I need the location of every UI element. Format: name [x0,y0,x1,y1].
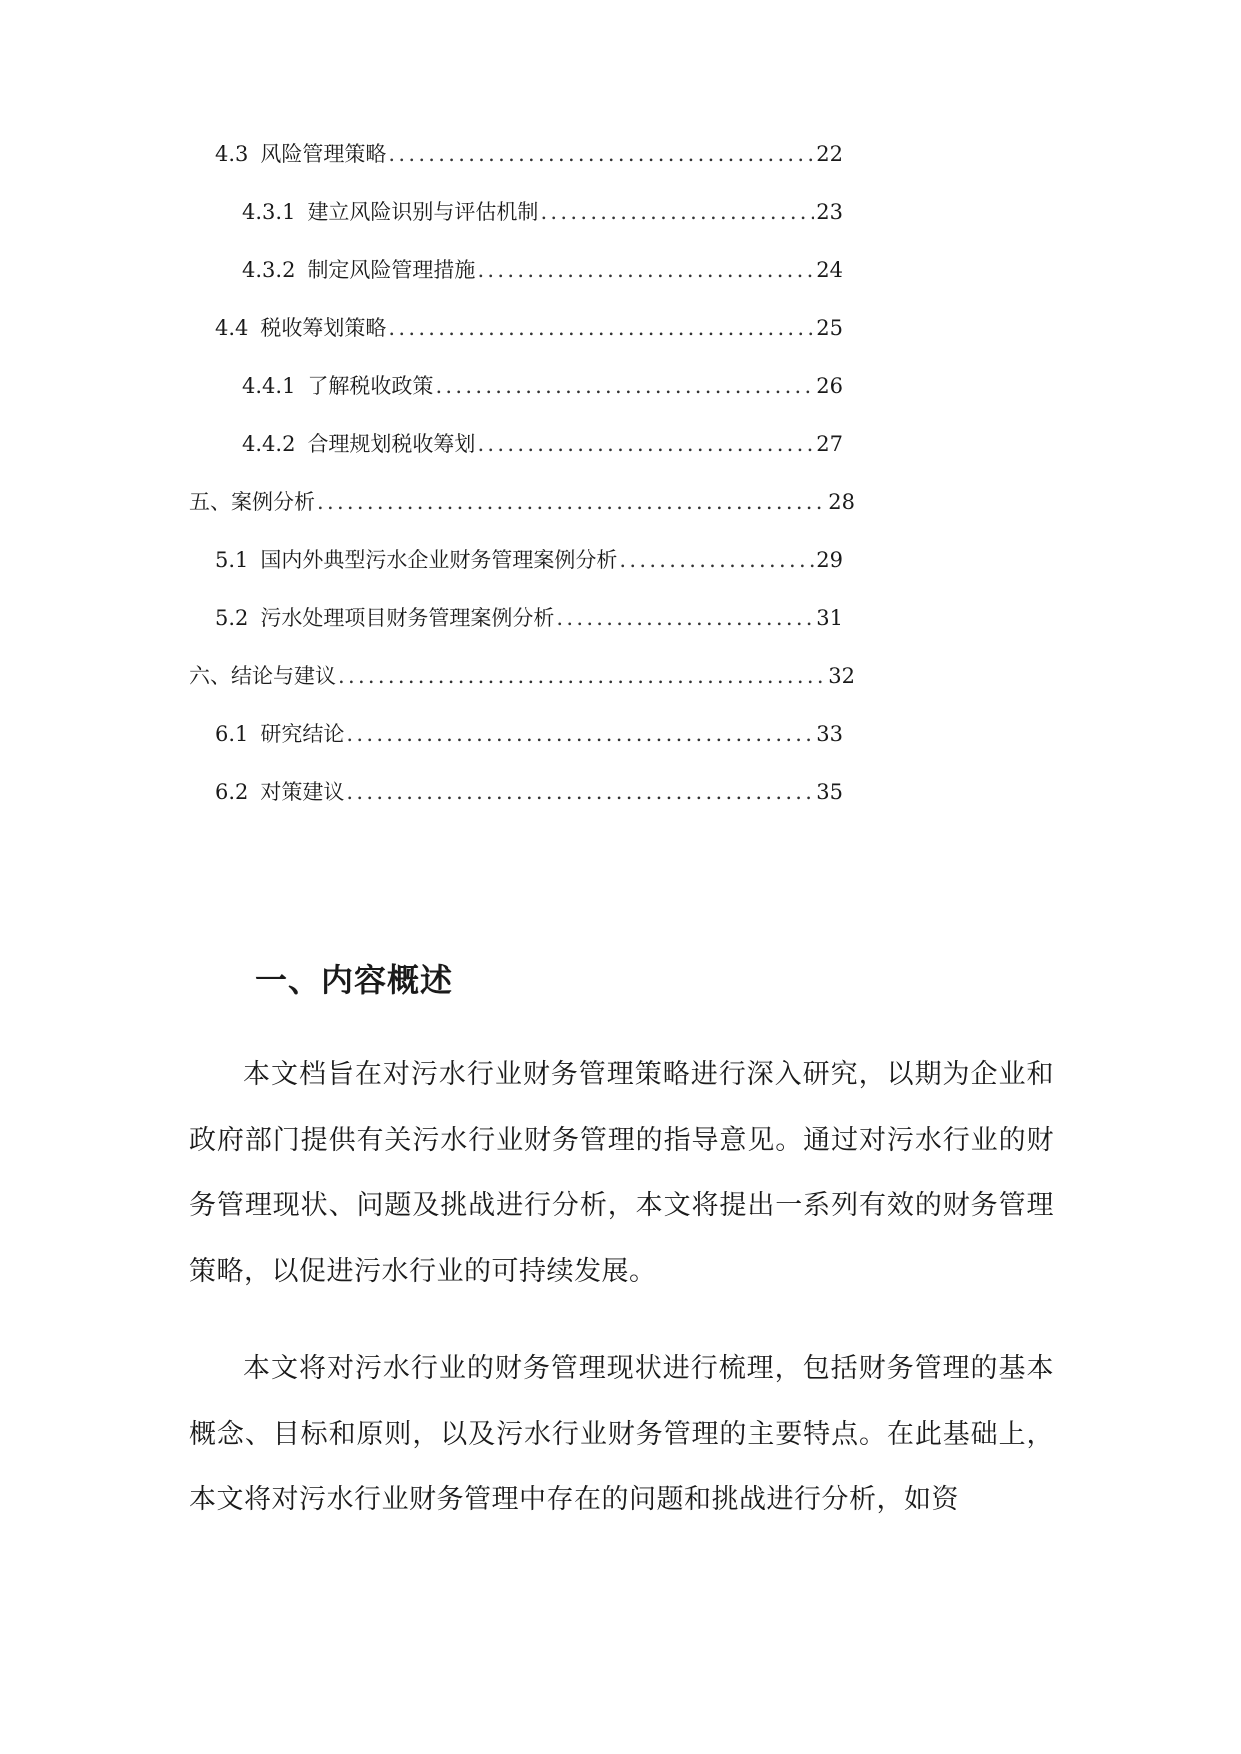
toc-leader-dots [388,313,814,343]
body-paragraph: 本文档旨在对污水行业财务管理策略进行深入研究，以期为企业和政府部门提供有关污水行业财务管理的指导意见。通过对污水行业的财务管理现状、问题及挑战进行分析，本文将提出一系列有效的财务管理策略，以促进污水行业的可持续发展。 [189,1059,1054,1287]
toc-entry-number: 六、 [189,664,231,688]
toc-leader-dots [619,545,814,575]
toc-entry-title: 对策建议 [260,780,345,804]
toc-entry-page: 33 [816,722,843,746]
toc-entry-page: 26 [816,374,843,398]
toc-entry[interactable] [215,777,843,807]
toc-leader-dots [556,603,814,633]
toc-entry-number: 6.1 [215,722,249,746]
toc-entry-number: 4.3.2 [242,258,296,282]
toc-entry-number: 五、 [189,490,231,514]
toc-entry[interactable] [242,429,843,459]
toc-leader-dots [435,371,814,401]
toc-leader-dots [317,487,826,517]
toc-entry[interactable] [215,603,843,633]
toc-entry[interactable] [242,371,843,401]
toc-entry-title: 结论与建议 [231,664,336,688]
toc-entry[interactable] [242,255,843,285]
toc-leader-dots [338,661,826,691]
toc-entry-title: 国内外典型污水企业财务管理案例分析 [260,548,618,572]
toc-entry-page: 25 [816,316,843,340]
toc-entry-title: 税收筹划策略 [260,316,387,340]
toc-entry[interactable] [189,487,855,517]
toc-entry-number: 6.2 [215,780,249,804]
toc-entry-number: 4.4.1 [242,374,296,398]
toc-leader-dots [346,719,814,749]
toc-entry-number: 4.3 [215,142,249,166]
toc-entry-page: 27 [816,432,843,456]
toc-entry-number: 4.4 [215,316,249,340]
toc-entry-number: 4.3.1 [242,200,296,224]
toc-entry-page: 35 [816,780,843,804]
toc-entry-page: 24 [816,258,843,282]
toc-entry[interactable] [215,545,843,575]
toc-entry-number: 5.1 [215,548,249,572]
toc-entry-number: 5.2 [215,606,249,630]
toc-entry-title: 风险管理策略 [260,142,387,166]
section-heading: 一、内容概述 [255,961,454,999]
toc-entry[interactable] [189,661,855,691]
toc-entry-title: 案例分析 [231,490,315,514]
toc-entry[interactable] [215,719,843,749]
toc-entry-page: 28 [828,490,855,514]
toc-entry-page: 29 [816,548,843,572]
toc-entry[interactable] [215,139,843,169]
toc-entry-title: 污水处理项目财务管理案例分析 [260,606,555,630]
toc-entry-page: 31 [816,606,843,630]
toc-entry-page: 23 [816,200,843,224]
toc-entry-number: 4.4.2 [242,432,296,456]
toc-leader-dots [477,429,814,459]
toc-leader-dots [477,255,814,285]
toc-leader-dots [540,197,814,227]
body-paragraph: 本文将对污水行业的财务管理现状进行梳理，包括财务管理的基本概念、目标和原则，以及污水行业财务管理的主要特点。在此基础上，本文将对污水行业财务管理中存在的问题和挑战进行分析，如资 [189,1353,1054,1515]
toc-entry-page: 32 [828,664,855,688]
toc-entry-title: 了解税收政策 [307,374,434,398]
toc-leader-dots [388,139,814,169]
toc-entry-title: 建立风险识别与评估机制 [307,200,539,224]
toc-entry[interactable] [242,197,843,227]
toc-entry[interactable] [215,313,843,343]
toc-entry-title: 研究结论 [260,722,345,746]
toc-entry-page: 22 [816,142,843,166]
toc-leader-dots [346,777,814,807]
toc-entry-title: 制定风险管理措施 [307,258,476,282]
toc-entry-title: 合理规划税收筹划 [307,432,476,456]
